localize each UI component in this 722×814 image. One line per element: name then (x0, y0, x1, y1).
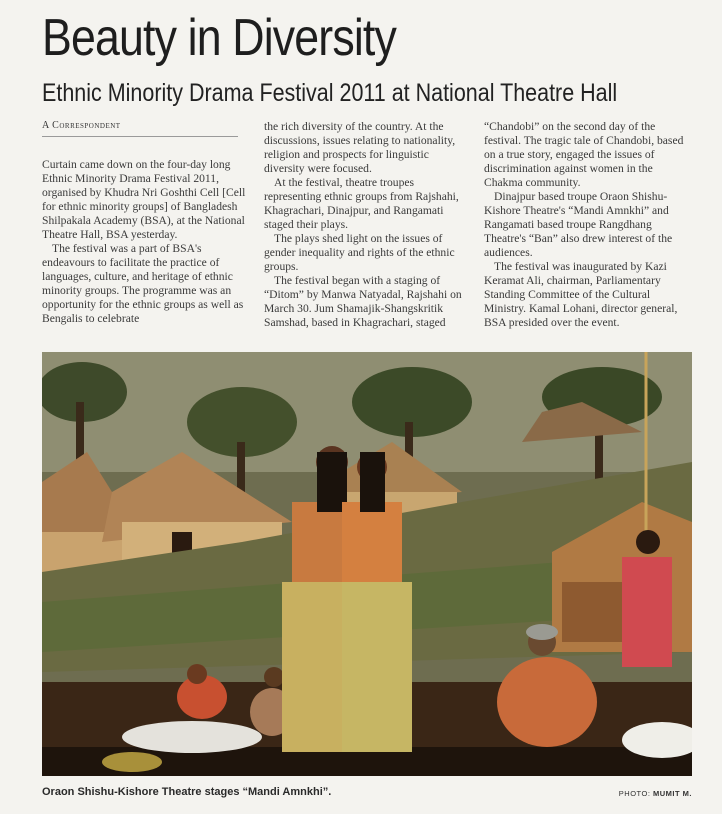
paragraph: The plays shed light on the issues of gender inequality and rights of the ethnic groups. (264, 232, 455, 273)
subheadline: Ethnic Minority Drama Festival 2011 at National Theatre Hall (42, 79, 618, 107)
photo-credit (619, 789, 692, 798)
stage-photo (42, 352, 692, 776)
article-column-3 (484, 120, 692, 330)
paragraph: “Chandobi” on the second day of the festival. The tragic tale of Chandobi, based on a true story, engaged the issues of discrimination against women in the Chakma community. (484, 120, 684, 189)
photo-credit-name: MUMIT M. (653, 789, 692, 798)
paragraph: The festival was inaugurated by Kazi Keramat Ali, chairman, Parliamentary Standing Committee of the Cultural Ministry. Kamal Lohani, director general, BSA presided over the event. (484, 260, 678, 329)
paragraph: Curtain came down on the four-day long Ethnic Minority Drama Festival 2011, organised by Khudra Nri Goshthi Cell [Cell for ethnic minority groups] of Bangladesh Shilpakala Academy (BSA), at the National Theatre Hall, BSA yesterday. (42, 158, 246, 241)
article-column-1 (42, 158, 252, 326)
byline: A Correspondent (42, 120, 238, 137)
paragraph: The festival was a part of BSA's endeavours to facilitate the practice of languages, culture, and heritage of ethnic minority groups. The programme was an opportunity for the ethnic groups as well as Bengalis to celebrate (42, 242, 244, 325)
photo-credit-label: PHOTO: (618, 789, 651, 798)
photo-caption: Oraon Shishu-Kishore Theatre stages “Mandi Amnkhi”. (42, 786, 332, 798)
paragraph: Dinajpur based troupe Oraon Shishu-Kishore Theatre's “Mandi Amnkhi” and Rangamati based troupe Rangdhang Theatre's “Ban” also drew interest of the audiences. (484, 190, 673, 259)
headline: Beauty in Diversity (42, 9, 396, 67)
paragraph: the rich diversity of the country. At the discussions, issues relating to nationality, religion and prospects for linguistic diversity were focused. (264, 120, 456, 175)
paragraph: At the festival, theatre troupes representing ethnic groups from Rajshahi, Khagrachari, Dinajpur, and Rangamati staged their plays. (264, 176, 459, 231)
article-column-2 (264, 120, 466, 330)
paragraph: The festival began with a staging of “Ditom” by Manwa Natyadal, Rajshahi on March 30. Jum Shamajik-Shangskritik Samshad, based in Khagrachari, staged (264, 274, 462, 329)
stage-scene-illustration (42, 352, 692, 776)
